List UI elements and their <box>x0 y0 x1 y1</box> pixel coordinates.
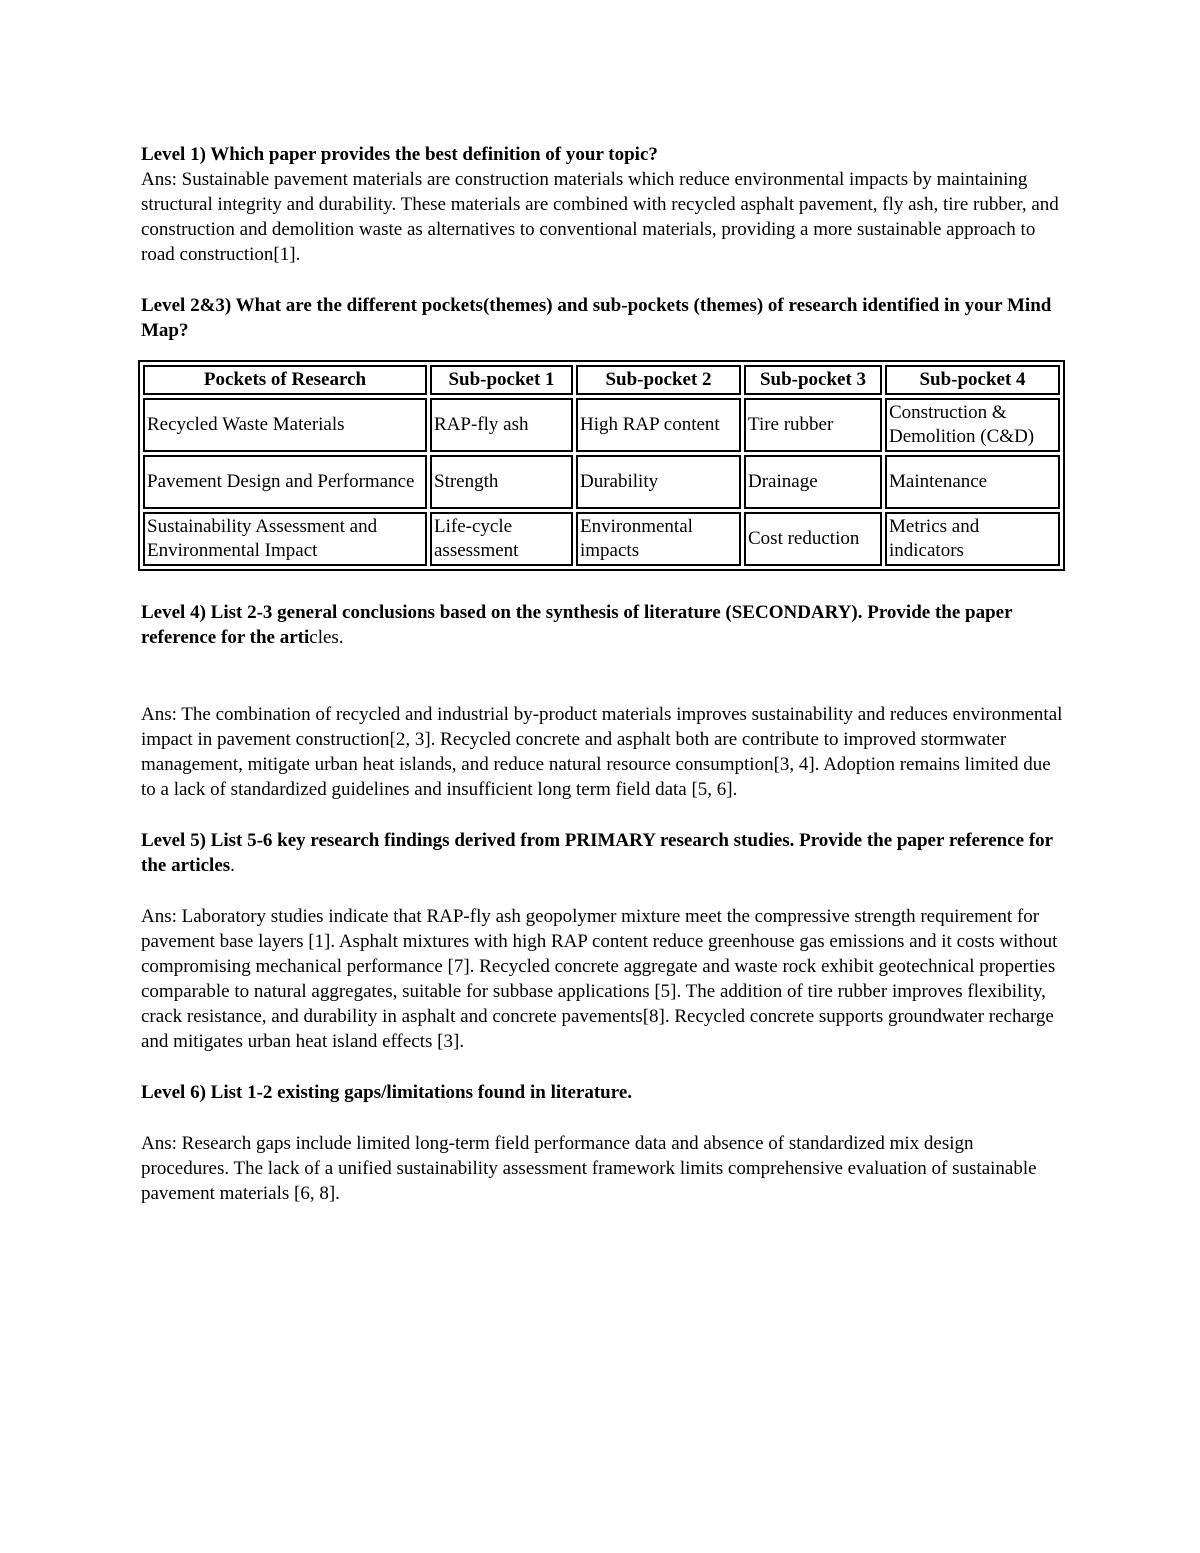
spacer <box>141 571 1066 600</box>
spacer <box>141 878 1066 904</box>
document-body <box>141 142 1066 1206</box>
spacer <box>141 802 1066 828</box>
table-header-row <box>143 365 1060 395</box>
table-cell: Strength <box>430 455 573 509</box>
table-row <box>143 512 1060 566</box>
spacer <box>141 343 1066 360</box>
level23-question: Level 2&3) What are the different pockets(themes) and sub-pockets (themes) of research identified in your Mind Map? <box>141 295 1052 341</box>
level6-answer: Ans: Research gaps include limited long-term field performance data and absence of standardized mix design procedures. The lack of a unified sustainability assessment framework limits comprehensive evaluation of sustainable pavement materials [6, 8]. <box>141 1133 1037 1204</box>
level5-answer: Ans: Laboratory studies indicate that RAP-fly ash geopolymer mixture meet the compressive strength requirement for pavement base layers [1]. Asphalt mixtures with high RAP content reduce greenhouse gas emissions and it costs without compromising mechanical performance [7]. Recycled concrete aggregate and waste rock exhibit geotechnical properties comparable to natural aggregates, suitable for subbase applications [5]. The addition of tire rubber improves flexibility, crack resistance, and durability in asphalt and concrete pavements[8]. Recycled concrete supports groundwater recharge and mitigates urban heat island effects [3]. <box>141 906 1058 1052</box>
spacer <box>141 267 1066 293</box>
table-cell: Environmental impacts <box>576 512 741 566</box>
level4-answer: Ans: The combination of recycled and industrial by-product materials improves sustainability and reduces environmental impact in pavement construction[2, 3]. Recycled concrete and asphalt both are contribute to improved stormwater management, mitigate urban heat islands, and reduce natural resource consumption[3, 4]. Adoption remains limited due to a lack of standardized guidelines and insufficient long term field data [5, 6]. <box>141 704 1063 800</box>
table-row <box>143 398 1060 452</box>
table-header-cell: Pockets of Research <box>143 365 427 395</box>
level5-question-bold: Level 5) List 5-6 key research findings derived from PRIMARY research studies. Provide the paper reference for the articles <box>141 830 1053 876</box>
table-cell: RAP-fly ash <box>430 398 573 452</box>
table-cell: Drainage <box>744 455 882 509</box>
table-cell: Durability <box>576 455 741 509</box>
level1-question: Level 1) Which paper provides the best definition of your topic? <box>141 144 658 165</box>
level4-question-tail: cles. <box>309 627 344 648</box>
level4-question <box>141 600 1066 650</box>
level5-question-tail: . <box>230 855 235 876</box>
table-cell: Tire rubber <box>744 398 882 452</box>
table-header-cell: Sub-pocket 4 <box>885 365 1060 395</box>
level4-question-bold: Level 4) List 2-3 general conclusions based on the synthesis of literature (SECONDARY). Provide the paper reference for the arti <box>141 602 1013 648</box>
table-cell: Metrics and indicators <box>885 512 1060 566</box>
table-cell: High RAP content <box>576 398 741 452</box>
table-header-cell: Sub-pocket 2 <box>576 365 741 395</box>
spacer <box>141 650 1066 702</box>
pockets-table <box>138 360 1065 571</box>
table-header-cell: Sub-pocket 1 <box>430 365 573 395</box>
level5-question <box>141 828 1066 878</box>
table-cell: Pavement Design and Performance <box>143 455 427 509</box>
table-cell: Construction & Demolition (C&D) <box>885 398 1060 452</box>
level6-question: Level 6) List 1-2 existing gaps/limitations found in literature. <box>141 1082 633 1103</box>
level1-answer: Ans: Sustainable pavement materials are construction materials which reduce environmental impacts by maintaining structural integrity and durability. These materials are combined with recycled asphalt pavement, fly ash, tire rubber, and construction and demolition waste as alternatives to conventional materials, providing a more sustainable approach to road construction[1]. <box>141 169 1059 265</box>
spacer <box>141 1105 1066 1131</box>
spacer <box>141 1054 1066 1080</box>
table-header-cell: Sub-pocket 3 <box>744 365 882 395</box>
table-cell: Cost reduction <box>744 512 882 566</box>
table-cell: Life-cycle assessment <box>430 512 573 566</box>
table-cell: Recycled Waste Materials <box>143 398 427 452</box>
table-cell: Maintenance <box>885 455 1060 509</box>
table-row <box>143 455 1060 509</box>
table-cell: Sustainability Assessment and Environmental Impact <box>143 512 427 566</box>
